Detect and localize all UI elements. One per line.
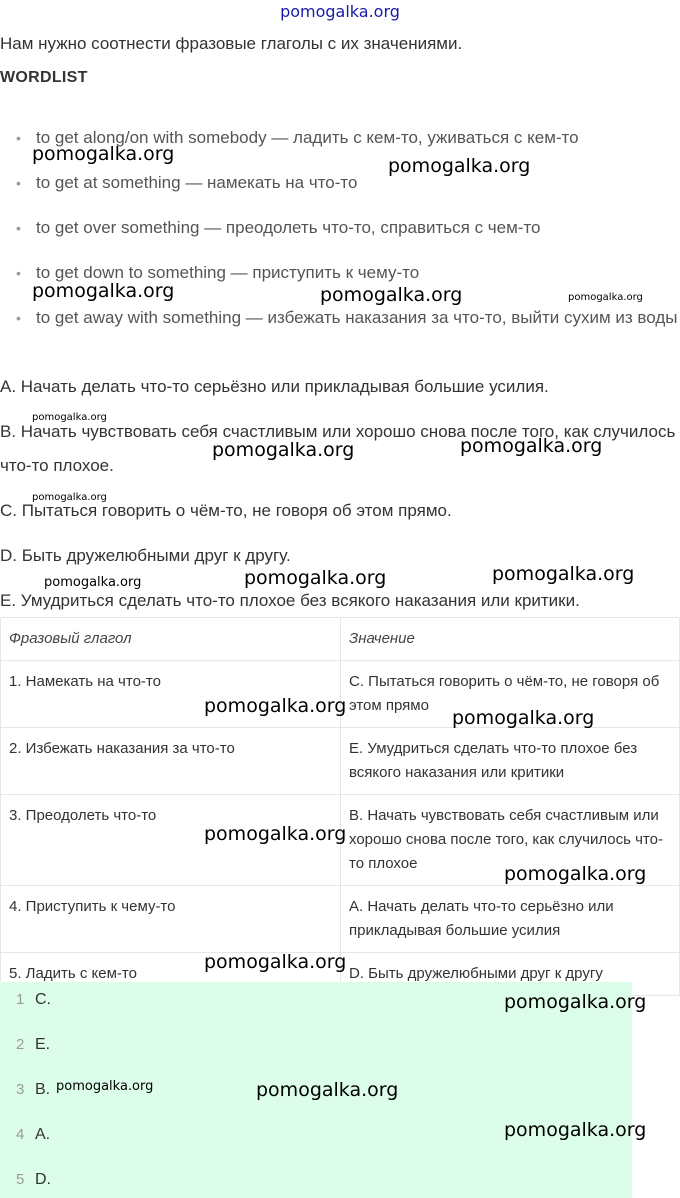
watermark: pomogalka.org — [32, 143, 175, 165]
watermark: pomogalka.org — [44, 575, 142, 590]
answer-value: D. — [35, 1171, 51, 1188]
watermark: pomogalka.org — [244, 567, 387, 589]
definition-a: A. Начать делать что-то серьёзно или прикладывая большие усилия. — [0, 377, 549, 396]
definition-d: D. Быть дружелюбными друг к другу. — [0, 546, 291, 565]
line-number: 2 — [16, 1036, 25, 1053]
watermark: pomogalka.org — [568, 292, 643, 303]
table-cell-verb: 3. Преодолеть что-то — [1, 795, 341, 886]
watermark: pomogalka.org — [504, 863, 647, 885]
wordlist-item: • to get down to something — приступить к чему-то — [0, 255, 680, 291]
watermark: pomogalka.org — [204, 823, 347, 845]
watermark: pomogalka.org — [32, 280, 175, 302]
definition-e: E. Умудриться сделать что-то плохое без всякого наказания или критики. — [0, 591, 580, 610]
line-number: 3 — [16, 1081, 25, 1098]
watermark: pomogalka.org — [452, 707, 595, 729]
answer-value: C. — [35, 991, 51, 1008]
matching-table — [0, 617, 680, 996]
definition-b: B. Начать чувствовать себя счастливым или хорошо снова после того, как случилось что-то плохое. — [0, 422, 676, 475]
watermark: pomogalka.org — [504, 991, 647, 1013]
watermark: pomogalka.org — [320, 284, 463, 306]
header-meaning: Значение — [341, 618, 680, 661]
table-header-row — [1, 618, 680, 661]
table-cell-meaning: C. Пытаться говорить о чём-то, не говоря об этом прямо — [341, 661, 680, 728]
watermark: pomogalka.org — [56, 1079, 154, 1094]
definition-c: C. Пытаться говорить о чём-то, не говоря об этом прямо. — [0, 501, 452, 520]
answer-value: B. — [35, 1081, 51, 1098]
table-cell-verb: 4. Приступить к чему-то — [1, 886, 341, 953]
watermark: pomogalka.org — [388, 155, 531, 177]
table-cell-meaning: E. Умудриться сделать что-то плохое без всякого наказания или критики — [341, 728, 680, 795]
intro-text: Нам нужно соотнести фразовые глаголы с их значениями. — [0, 34, 463, 53]
line-number: 1 — [16, 991, 25, 1008]
wordlist-item: • to get away with something — избежать наказания за что-то, выйти сухим из воды — [0, 300, 680, 336]
table-cell-verb: 1. Намекать на что-то — [1, 661, 341, 728]
watermark: pomogalka.org — [32, 412, 107, 423]
answer-value: A. — [35, 1126, 51, 1143]
table-row — [1, 728, 680, 795]
header-phrasal-verb: Фразовый глагол — [1, 618, 341, 661]
watermark: pomogalka.org — [256, 1079, 399, 1101]
line-number: 5 — [16, 1171, 25, 1188]
wordlist-heading: WORDLIST — [0, 69, 88, 86]
wordlist-item: • to get over something — преодолеть что-то, справиться с чем-то — [0, 210, 680, 246]
wordlist-item: • to get at something — намекать на что-то — [0, 165, 680, 201]
watermark: pomogalka.org — [212, 439, 355, 461]
watermark: pomogalka.org — [204, 695, 347, 717]
table-cell-meaning: B. Начать чувствовать себя счастливым или хорошо снова после того, как случилось что-то плохое — [341, 795, 680, 886]
table-row — [1, 886, 680, 953]
line-number: 4 — [16, 1126, 25, 1143]
site-header-link[interactable]: pomogalka.org — [280, 2, 400, 21]
wordlist-item: • to get along/on with somebody — ладить с кем-то, уживаться с кем-то — [0, 120, 680, 156]
watermark: pomogalka.org — [204, 951, 347, 973]
watermark: pomogalka.org — [460, 435, 603, 457]
table-cell-verb: 5. Ладить с кем-то — [1, 953, 341, 996]
watermark: pomogalka.org — [492, 563, 635, 585]
answer-value: E. — [35, 1036, 51, 1053]
watermark: pomogalka.org — [504, 1119, 647, 1141]
table-cell-verb: 2. Избежать наказания за что-то — [1, 728, 341, 795]
table-cell-meaning: A. Начать делать что-то серьёзно или прикладывая большие усилия — [341, 886, 680, 953]
watermark: pomogalka.org — [32, 492, 107, 503]
table-cell-meaning: D. Быть дружелюбными друг к другу — [341, 953, 680, 996]
